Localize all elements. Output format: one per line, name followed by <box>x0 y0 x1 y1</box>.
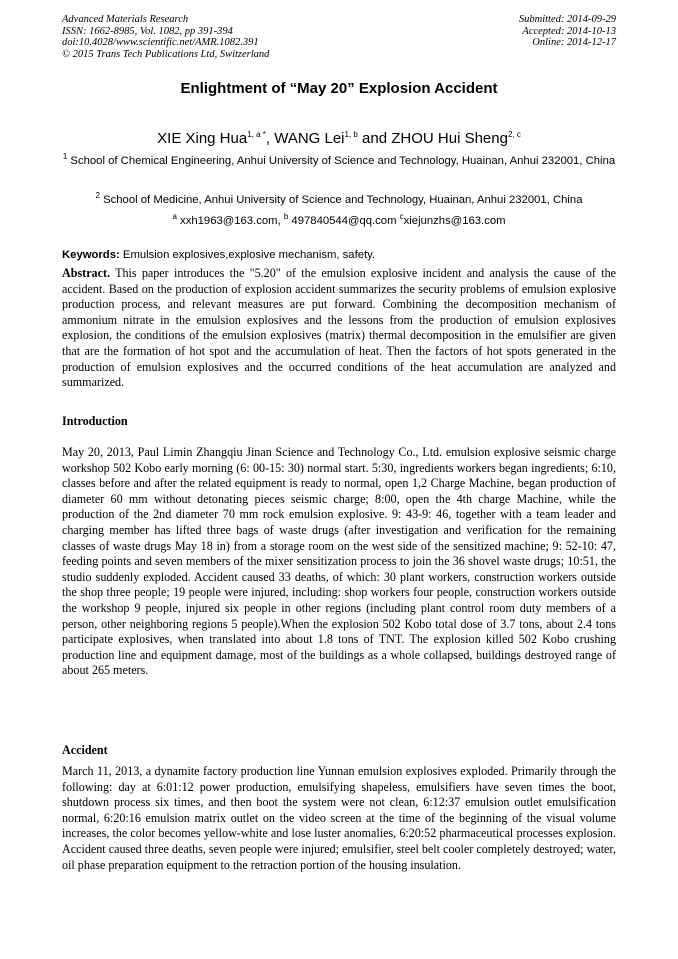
email-mark: b <box>283 212 289 222</box>
journal-info <box>62 14 269 60</box>
keywords-text: Emulsion explosives,explosive mechanism, safety. <box>119 249 376 261</box>
submitted-date: Submitted: 2014-09-29 <box>518 14 616 25</box>
online-date: Online: 2014-12-17 <box>532 37 616 48</box>
author-affiliation-mark: 1, a * <box>247 130 266 139</box>
affiliation-text: School of Medicine, Anhui University of Science and Technology, Huainan, Anhui 232001, China <box>99 194 583 206</box>
affiliation-1 <box>62 154 616 169</box>
email-separator: , <box>277 215 284 227</box>
author-name: , WANG Lei <box>265 130 345 147</box>
abstract-label: Abstract. <box>62 266 111 280</box>
section-heading-accident: Accident <box>62 743 108 757</box>
affiliation-number: 1 <box>62 152 68 162</box>
paper-title: Enlightment of “May 20” Explosion Accident <box>180 80 498 97</box>
introduction-paragraph: May 20, 2013, Paul Limin Zhangqiu Jinan Science and Technology Co., Ltd. emulsion explosive seismic charge workshop 502 Kobo early morning (6: 00-15: 30) normal start. 5:30, ingredients workers began ingredients; 6:10, classes before and after the related equipment is ready to normal, open 1,2 Charge Machine, began production of diameter 60 mm without detonating pieces seismic charge; 8:00, open the 4th charge Machine, while the production of the 2nd diameter 70 mm rock emulsion explosive. 9: 43-9: 46, together with a team leader and charging member has lifted three bags of waste drugs (after investigation and verification for the remaining classes of waste drugs May 18 in) from a storage room on the west side of the sensitized machine; 9: 52-10: 47, feeding points and seven members of the mixer sensitization process to join the 36 shovel waste drugs; 10:51, the studio suddenly exploded. Accident caused 33 deaths, of which: 30 plant workers, construction workers outside the shop three people; 19 people were injured, including: shop workers four people, construction workers outside the workshop 9 people, injured six people in other regions (including plant control room duty members of a person, other neighboring regions 5 people).When the explosion 502 Kobo total dose of 3.7 tons, about 2.4 tons participate explosives, when translated into about 1.8 tons of TNT. The explosion killed 502 Kobo crushing production line and equipment damage, most of the buildings as a whole collapsed, buildings destroyed range of about 265 meters. <box>62 445 616 678</box>
keywords <box>62 248 616 262</box>
email-address[interactable]: 497840544@qq.com <box>288 215 400 227</box>
email-mark: c <box>399 212 404 222</box>
keywords-label: Keywords: <box>62 249 120 261</box>
section-heading-introduction: Introduction <box>62 414 128 428</box>
journal-doi: doi:10.4028/www.scientific.net/AMR.1082.391 <box>62 37 259 48</box>
author-emails <box>62 214 616 228</box>
email-mark: a <box>172 212 177 222</box>
author-affiliation-mark: 1, b <box>344 130 358 139</box>
author-name: and ZHOU Hui Sheng <box>357 130 508 147</box>
affiliation-number: 2 <box>95 191 100 201</box>
author-affiliation-mark: 2, c <box>507 130 521 139</box>
affiliation-text: School of Chemical Engineering, Anhui University of Science and Technology, Huainan, Anhui 232001, China <box>67 155 616 167</box>
journal-copyright: © 2015 Trans Tech Publications Ltd, Switzerland <box>62 48 270 60</box>
accident-paragraph: March 11, 2013, a dynamite factory production line Yunnan emulsion explosives exploded. Primarily through the following: day at 6:01:12 power production, emulsifying shapeless, emulsifiers have seven times the boot, shutdown process six times, and then boot the system were not clean, 6:12:37 emulsion outlet emulsification normal, 6:20:16 emulsion matrix outlet on the video screen at the time of the beginning of the visual volume increases, the color becomes yellow-white and lose luster anomalies, 6:20:52 pharmaceutical processes explosion. Accident caused three deaths, seven people were injured; emulsifier, steel belt cooler completely destroyed; water, oil phase preparation equipment to the retraction portion of the housing insulation. <box>62 764 616 872</box>
accepted-date: Accepted: 2014-10-13 <box>522 25 616 37</box>
author-name: XIE Xing Hua <box>157 130 248 147</box>
publication-dates <box>519 14 616 49</box>
email-address[interactable]: xxh1963@163.com <box>176 215 278 227</box>
affiliation-2 <box>62 193 616 208</box>
email-address[interactable]: xiejunzhs@163.com <box>403 215 506 227</box>
abstract-text: This paper introduces the "5.20" of the emulsion explosive incident and analysis the cause of the accident. Based on the production of explosion accident summarizes the security problems of emulsion explosive production process, and relevant measures are put forward. Combining the decomposition mechanism of ammonium nitrate in the emulsion explosives and the lessons from the production of emulsion explosives explosion, the conditions of the emulsion explosives (matrix) thermal decomposition in the emulsifier are given that are the formation of hot spot and the accumulation of heat. Then the factors of hot spots generated in the production of emulsion explosives and the occurred conditions of the heat accumulation are analyzed and summarized. <box>62 266 616 390</box>
journal-name: Advanced Materials Research <box>62 14 189 25</box>
journal-issn: ISSN: 1662-8985, Vol. 1082, pp 391-394 <box>62 25 233 37</box>
author-list <box>62 130 616 148</box>
abstract <box>62 266 616 391</box>
